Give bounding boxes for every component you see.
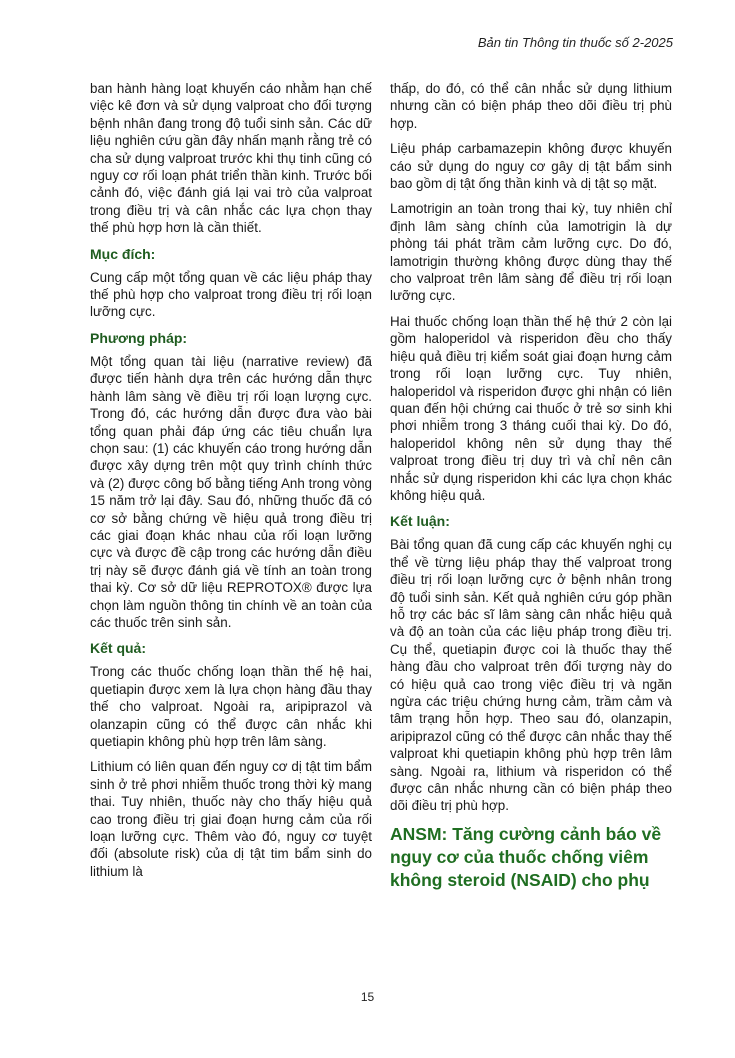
ket-qua-heading: Kết quả: <box>90 640 146 657</box>
bulletin-header: Bản tin Thông tin thuốc số 2-2025 <box>477 35 673 50</box>
lithium-paragraph: thấp, do đó, có thể cân nhắc sử dụng lithium nhưng cần có biện pháp theo dõi điều trị phù hợp. <box>390 81 672 131</box>
right-column <box>390 80 672 892</box>
muc-dich-paragraph: Cung cấp một tổng quan về các liệu pháp thay thế phù hợp cho valproat trong điều trị rối loạn lưỡng cực. <box>90 269 372 320</box>
muc-dich-heading: Mục đích: <box>90 245 156 262</box>
page-number: 15 <box>360 990 375 1004</box>
lamotrigin-paragraph: Lamotrigin an toàn trong thai kỳ, tuy nhiên chỉ định lâm sàng chính của lamotrigin là dự phòng tái phát trầm cảm lưỡng cực. Do đó, lamotrigin thường không được dùng thay thế cho valproat trên lâm sàng để điều trị rối loạn lưỡng cực. <box>390 201 672 304</box>
haloperidol-paragraph: Hai thuốc chống loạn thần thế hệ thứ 2 còn lại gồm haloperidol và risperidon đều cho thấy hiệu quả điều trị kiểm soát giai đoạn hưng cảm trong rối loạn lưỡng cực. Tuy nhiên, haloperidol và risperidon được ghi nhận có liên quan đến hội chứng cai thuốc ở trẻ sơ sinh khi phơi nhiễm trong 3 tháng cuối thai kỳ. Do đó, haloperidol không nên sử dụng thay thế valproat trong điều trị duy trì và chỉ nên cân nhắc sử dụng risperidon khi các lựa chọn khác không hiệu quả. <box>390 313 672 503</box>
carbamazepin-paragraph: Liệu pháp carbamazepin không được khuyến cáo sử dụng do nguy cơ gây dị tật bẩm sinh bao gồm dị tật ống thần kinh và dị tật sọ mặt. <box>390 141 672 192</box>
ket-luan-paragraph: Bài tổng quan đã cung cấp các khuyến nghị cụ thể về từng liệu pháp thay thế valproat trong điều trị rối loạn lưỡng cực ở bệnh nhân trong độ tuổi sinh sản. Kết quả nghiên cứu góp phần hỗ trợ các bác sĩ lâm sàng cân nhắc hiệu quả và độ an toàn của các liệu pháp trong điều trị. Cụ thể, quetiapin được coi là thuốc thay thế hàng đầu cho valproat trên đối tượng này do có hiệu quả cao trong việc điều trị và ngăn ngừa các triệu chứng hưng cảm, trầm cảm và tâm trạng hỗn hợp. Theo sau đó, olanzapin, aripiprazol cũng có thể được cân nhắc thay thế valproat khi quetiapin không phù hợp trên lâm sàng. Ngoài ra, lithium và risperidon có thể được cân nhắc nhưng cần có biện pháp theo dõi điều trị phù hợp. <box>390 537 672 814</box>
ket-qua-paragraph-2: Lithium có liên quan đến nguy cơ dị tật tim bẩm sinh ở trẻ phơi nhiễm thuốc trong thời kỳ mang thai. Tuy nhiên, thuốc này cho thấy hiệu quả cao trong điều trị giai đoạn hưng cảm của rối loạn lưỡng cực. Thêm vào đó, nguy cơ tuyệt đối (absolute risk) của dị tật tim bẩm sinh do lithium là <box>90 759 372 879</box>
phuong-phap-paragraph: Một tổng quan tài liệu (narrative review) đã được tiến hành dựa trên các hướng dẫn thực hành lâm sàng về điều trị rối loạn lượng cực. Trong đó, các hướng dẫn được đưa vào bài tổng quan phải đáp ứng các tiêu chuẩn lựa chọn sau: (1) các khuyến cáo trong hướng dẫn được xây dựng trên một quy trình chính thức và (2) được công bố bằng tiếng Anh trong vòng 15 năm trở lại đây. Sau đó, những thuốc đã có cơ sở bằng chứng về hiệu quả trong điều trị các giai đoạn khác nhau của rối loạn lưỡng cực và được đề cập trong các hướng dẫn điều trị này sẽ được đánh giá về tính an toàn trong thai kỳ. Cơ sở dữ liệu REPROTOX® được lựa chọn làm nguồn thông tin chính về an toàn của các thuốc trên sinh sản. <box>90 353 372 630</box>
ket-qua-paragraph-1: Trong các thuốc chống loạn thần thế hệ hai, quetiapin được xem là lựa chọn hàng đầu thay thế cho valproat. Ngoài ra, aripiprazol và olanzapin cũng có thể được cân nhắc khi quetiapin không phù hợp trên lâm sàng. <box>90 664 372 749</box>
ket-luan-heading: Kết luận: <box>390 513 450 530</box>
left-column <box>90 80 372 888</box>
next-article-title: ANSM: Tăng cường cảnh báo về nguy cơ của thuốc chống viêm không steroid (NSAID) cho phụ <box>390 823 662 890</box>
intro-paragraph: ban hành hàng loạt khuyến cáo nhằm hạn chế việc kê đơn và sử dụng valproat cho đối tượng bệnh nhân đang trong độ tuổi sinh sản. Các dữ liệu nghiên cứu gần đây nhấn mạnh rằng trẻ có cha sử dụng valproat trước khi thụ tinh cũng có nguy cơ rối loạn phát triển thần kinh. Trước bối cảnh đó, việc đánh giá lại vai trò của valproat trong điều trị và cân nhắc các lựa chọn thay thế phù hợp hơn là cần thiết. <box>90 81 372 236</box>
phuong-phap-heading: Phương pháp: <box>90 329 188 346</box>
